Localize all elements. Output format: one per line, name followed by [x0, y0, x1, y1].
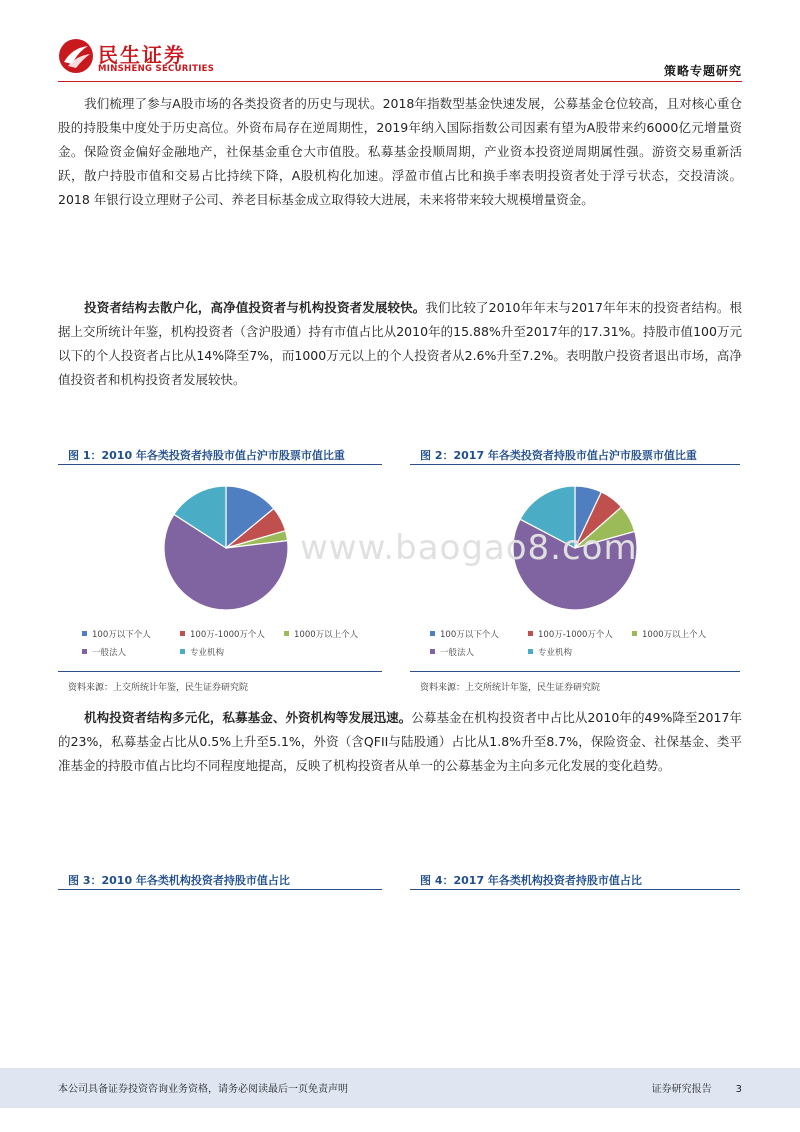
legend-1-swatch-0 [82, 631, 87, 636]
figure-1-pie-chart [156, 478, 296, 618]
legend-1-label-1: 100万-1000万个人 [190, 630, 265, 640]
document-type: 策略专题研究 [663, 64, 742, 78]
paragraph-investor-structure [58, 296, 742, 392]
logo-english-name: MINSHENG SECURITIES [98, 64, 215, 74]
legend-2-item-3 [430, 646, 474, 658]
logo-chinese-name: 民生证券 [98, 43, 186, 67]
figure-2-bottom-rule [410, 671, 740, 672]
figure-1-title: 图 1：2010 年各类投资者持股市值占沪市股票市值比重 [68, 449, 345, 462]
legend-1-label-3: 一般法人 [92, 648, 127, 658]
legend-2-label-4: 专业机构 [538, 648, 573, 658]
header-divider [58, 81, 742, 82]
legend-1-item-3 [82, 646, 126, 658]
figure-1-rule [58, 464, 382, 465]
legend-1-swatch-1 [180, 631, 185, 636]
legend-2-item-2 [632, 628, 706, 640]
legend-1-item-2 [284, 628, 358, 640]
legend-1-item-1 [180, 628, 265, 640]
page-footer [0, 1068, 800, 1108]
legend-1-swatch-3 [82, 649, 87, 654]
page-header [0, 0, 800, 84]
legend-2-swatch-3 [430, 649, 435, 654]
paragraph-investor-structure-lead: 投资者结构去散户化，高净值投资者与机构投资者发展较快。 [84, 300, 426, 315]
legend-2-item-0 [430, 628, 499, 640]
paragraph-intro-text: 我们梳理了参与A股市场的各类投资者的历史与现状。2018年指数型基金快速发展，公募基金仓位较高，且对核心重仓股的持股集中度处于历史高位。外资布局存在逆周期性，2019年纳入国际指数公司因素有望为A股带来约6000亿元增量资金。保险资金偏好金融地产，社保基金重仓大市值股。私募基金投顺周期，产业资本投资逆周期属性强。游资交易重新活跃，散户持股市值和交易占比持续下降，A股机构化加速。浮盈市值占比和换手率表明投资者处于浮亏状态，交投清淡。2018 年银行设立理财子公司、养老目标基金成立取得较大进展，未来将带来较大规模增量资金。 [58, 96, 742, 207]
figure-4-rule [410, 889, 740, 890]
legend-2-label-3: 一般法人 [440, 648, 475, 658]
figure-4-title: 图 4：2017 年各类机构投资者持股市值占比 [420, 874, 642, 887]
legend-2-label-2: 1000万以上个人 [642, 630, 707, 640]
legend-2-swatch-1 [528, 631, 533, 636]
legend-2-label-1: 100万-1000万个人 [538, 630, 613, 640]
figure-2-source: 资料来源：上交所统计年鉴，民生证券研究院 [420, 683, 601, 693]
legend-1-item-0 [82, 628, 151, 640]
legend-2-swatch-0 [430, 631, 435, 636]
figure-2-legend [430, 628, 750, 668]
footer-report-type: 证券研究报告 [651, 1084, 712, 1095]
page-number: 3 [735, 1084, 742, 1095]
figure-3-title: 图 3：2010 年各类机构投资者持股市值占比 [68, 874, 290, 887]
paragraph-intro [58, 92, 742, 212]
paragraph-investor-structure-text: 我们比较了2010年年末与2017年年末的投资者结构。根据上交所统计年鉴，机构投资者（含沪股通）持有市值占比从2010年的15.88%升至2017年的17.31%。持股市值100万元以下的个人投资者占比从14%降至7%，而1000万元以上的个人投资者从2.6%升至7.2%。表明散户投资者退出市场，高净值投资者和机构投资者发展较快。 [58, 300, 742, 387]
watermark: www.baogao8.com [300, 528, 638, 568]
legend-1-label-2: 1000万以上个人 [294, 630, 359, 640]
legend-2-item-1 [528, 628, 613, 640]
legend-1-item-4 [180, 646, 224, 658]
paragraph-institution-structure-lead: 机构投资者结构多元化，私募基金、外资机构等发展迅速。 [84, 710, 412, 725]
footer-right [628, 1080, 742, 1095]
figure-2-rule [410, 464, 740, 465]
paragraph-institution-structure [58, 706, 742, 778]
legend-2-swatch-4 [528, 649, 533, 654]
legend-1-label-4: 专业机构 [190, 648, 225, 658]
legend-1-label-0: 100万以下个人 [92, 630, 151, 640]
footer-disclaimer: 本公司具备证券投资咨询业务资格，请务必阅读最后一页免责声明 [58, 1084, 348, 1095]
legend-1-swatch-4 [180, 649, 185, 654]
figure-1-source: 资料来源：上交所统计年鉴，民生证券研究院 [68, 683, 249, 693]
paragraph-institution-structure-text: 公募基金在机构投资者中占比从2010年的49%降至2017年的23%，私募基金占比从0.5%上升至5.1%，外资（含QFII与陆股通）占比从1.8%升至8.7%，保险资金、社保基金、类平准基金的持股市值占比均不同程度地提高，反映了机构投资者从单一的公募基金为主向多元化发展的变化趋势。 [58, 710, 742, 773]
legend-2-label-0: 100万以下个人 [440, 630, 499, 640]
legend-1-swatch-2 [284, 631, 289, 636]
legend-2-item-4 [528, 646, 572, 658]
company-logo [58, 38, 218, 78]
figure-1-bottom-rule [58, 671, 382, 672]
figure-2-title: 图 2：2017 年各类投资者持股市值占沪市股票市值比重 [420, 449, 697, 462]
legend-2-swatch-2 [632, 631, 637, 636]
figure-1-legend [82, 628, 402, 668]
figure-3-rule [58, 889, 382, 890]
logo-icon [58, 38, 94, 74]
